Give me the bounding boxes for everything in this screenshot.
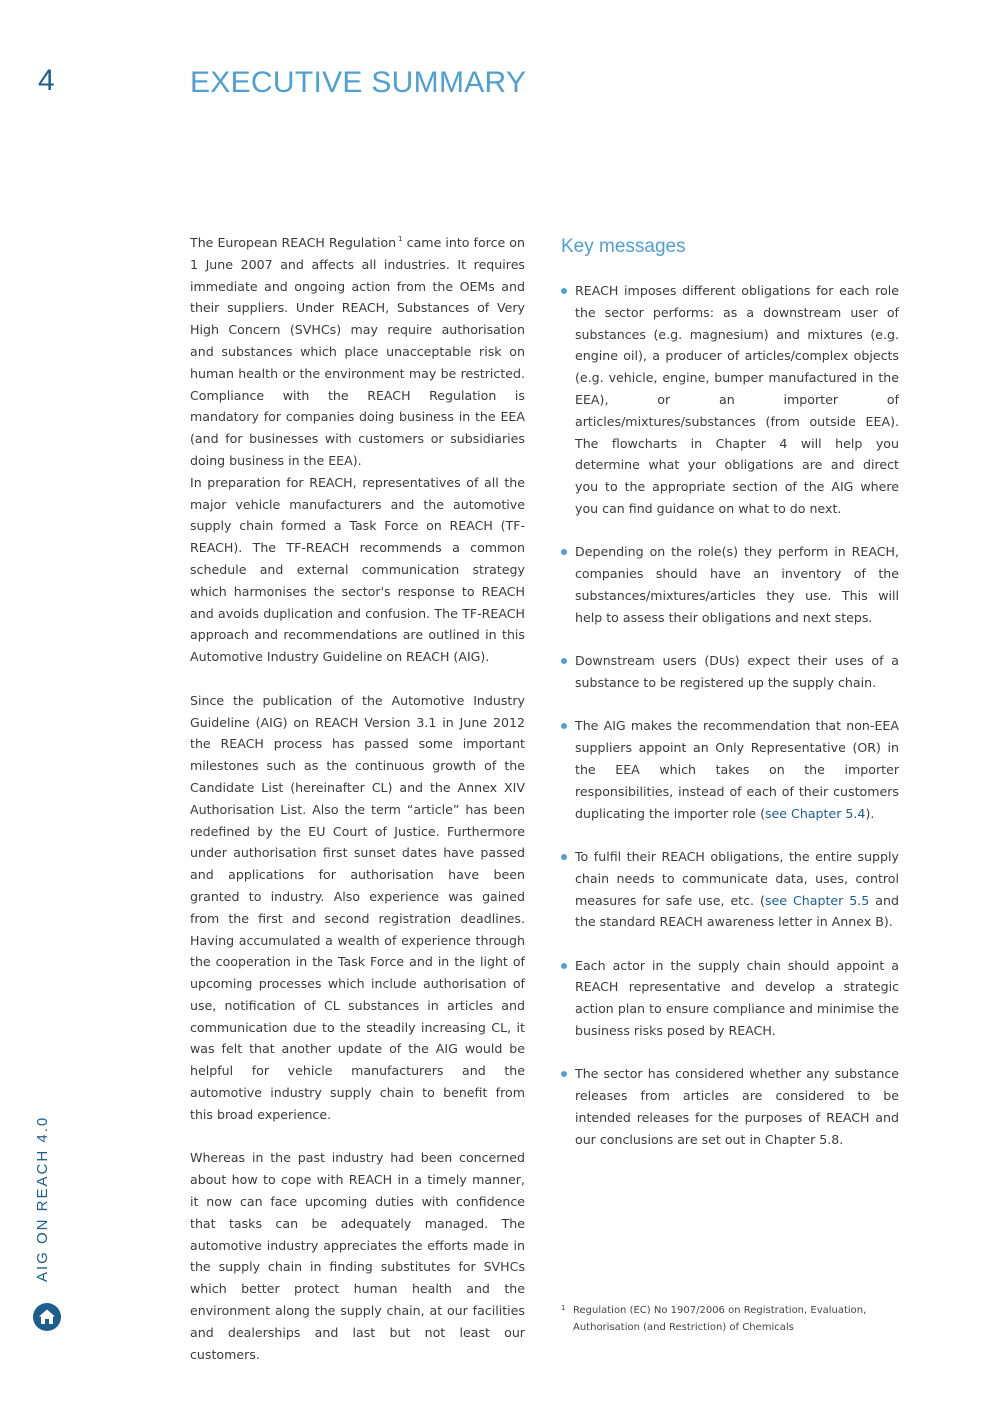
key-message-item (561, 650, 899, 694)
bullet-icon (561, 963, 567, 969)
key-message-item (561, 280, 899, 520)
key-message-item (561, 955, 899, 1042)
bullet-icon (561, 658, 567, 664)
key-message-text-end: ). (865, 805, 875, 821)
key-message-text: Each actor in the supply chain should appoint a REACH representative and develop a strategic action plan to ensure compliance and minimise the business risks posed by REACH. (575, 957, 899, 1039)
intro-paragraph-1 (190, 232, 525, 472)
bullet-icon (561, 288, 567, 294)
key-messages-section (561, 234, 899, 1172)
footnote-reference[interactable]: 1 (398, 235, 403, 243)
intro-paragraph-4: Whereas in the past industry had been concerned about how to cope with REACH in a timely manner, it now can face upcoming duties with confidence that tasks can be adequately managed. The automotive industry appreciates the efforts made in the supply chain in finding substitutes for SVHCs which better protect human health and the environment along the supply chain, at our facilities and dealerships and last but not least our customers. (190, 1150, 525, 1362)
key-message-item (561, 846, 899, 933)
key-message-text: Depending on the role(s) they perform in REACH, companies should have an inventory of the substances/mixtures/articles they use. This will help to assess their obligations and next steps. (575, 544, 899, 625)
home-button[interactable] (33, 1303, 61, 1331)
key-message-text: Downstream users (DUs) expect their uses of a substance to be registered up the supply chain. (575, 653, 899, 690)
document-side-label: AIG ON REACH 4.0 (34, 1115, 51, 1282)
key-message-item (561, 715, 899, 824)
key-message-text: REACH imposes different obligations for each role the sector performs: as a downstream user of substances (e.g. magnesium) and mixtures (e.g. engine oil), a producer of articles/complex objects (e.g. vehicle, engine, bumper manufactured in the EEA), or an importer of articles/mixtures/substances (from outside EEA). The flowcharts in Chapter 4 will help you determine what your obligations are and direct you to the appropriate section of the AIG where you can find guidance on what to do next. (575, 283, 899, 516)
bullet-icon (561, 1071, 567, 1077)
bullet-icon (561, 854, 567, 860)
key-message-item (561, 1063, 899, 1150)
home-icon (38, 1308, 56, 1326)
key-message-item (561, 541, 899, 628)
key-message-text: The AIG makes the recommendation that non-EEA suppliers appoint an Only Representative (OR) in the EEA which takes on the importer responsibilities, instead of each of their customers duplicating the importer role ( (575, 718, 899, 821)
page-number: 4 (38, 64, 56, 97)
key-message-text-end: and the standard REACH awareness letter in Annex B). (575, 892, 899, 930)
chapter-5-5-link[interactable]: see Chapter 5.5 (764, 892, 870, 908)
key-messages-list (561, 280, 899, 1151)
intro-paragraph-3: Since the publication of the Automotive Industry Guideline (AIG) on REACH Version 3.1 in June 2012 the REACH process has passed some important milestones such as the continuous growth of the Candidate List (hereinafter CL) and the Annex XIV Authorisation List. Also the term “article” has been redefined by the EU Court of Justice. Furthermore under authorisation first sunset dates have passed and applications for authorisation have been granted to industry. Also experience was gained from the first and second registration deadlines. Having accumulated a wealth of experience through the cooperation in the Task Force and in the light of upcoming processes which include authorisation of use, notification of CL substances in articles and communication due to the steadily increasing CL, it was felt that another update of the AIG would be helpful for vehicle manufacturers and the automotive industry supply chain to benefit from this broad experience. (190, 692, 525, 1122)
footnote (561, 1303, 891, 1336)
page-title: EXECUTIVE SUMMARY (190, 66, 527, 99)
footnote-mark: 1 (561, 1304, 566, 1312)
bullet-icon (561, 723, 567, 729)
intro-column (190, 232, 525, 1387)
bullet-icon (561, 549, 567, 555)
key-message-text: To fulfil their REACH obligations, the entire supply chain needs to communicate data, uses, control measures for safe use, etc. ( (575, 848, 899, 908)
key-messages-heading: Key messages (561, 236, 686, 257)
footnote-text: Regulation (EC) No 1907/2006 on Registration, Evaluation, Authorisation (and Restriction) of Chemicals (573, 1305, 867, 1333)
intro-paragraph-1-text-cont: came into force on 1 June 2007 and affects all industries. It requires immediate and ongoing action from the OEMs and their suppliers. Under REACH, Substances of Very High Concern (SVHCs) may require authorisation and substances which place unacceptable risk on human health or the environment may be restricted. Compliance with the REACH Regulation is mandatory for companies doing business in the EEA (and for businesses with customers or subsidiaries doing business in the EEA). (190, 235, 525, 468)
intro-paragraph-2: In preparation for REACH, representatives of all the major vehicle manufacturers and the automotive supply chain formed a Task Force on REACH (TF-REACH). The TF-REACH recommends a common schedule and external communication strategy which harmonises the sector's response to REACH and avoids duplication and confusion. The TF-REACH approach and recommendations are outlined in this Automotive Industry Guideline on REACH (AIG). (190, 474, 525, 665)
intro-paragraph-1-text: The European REACH Regulation (190, 235, 397, 250)
chapter-5-4-link[interactable]: see Chapter 5.4 (764, 805, 866, 821)
key-message-text: The sector has considered whether any substance releases from articles are considered to be intended releases for the purposes of REACH and our conclusions are set out in Chapter 5.8. (575, 1066, 899, 1147)
